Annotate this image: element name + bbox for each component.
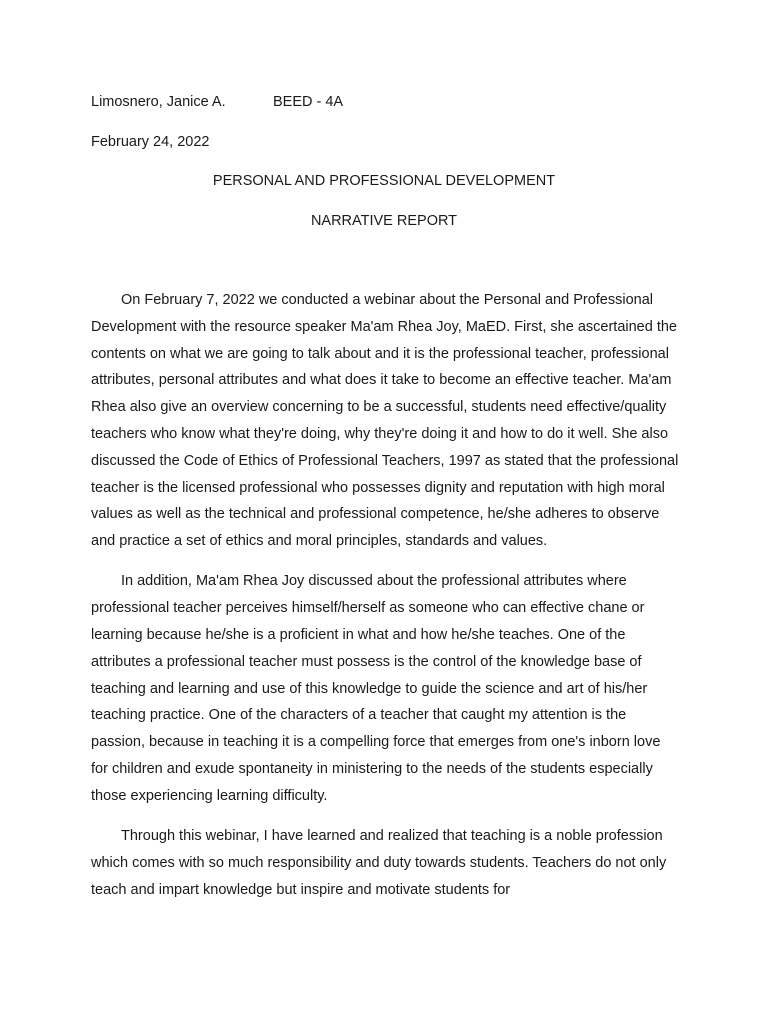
report-subtitle: NARRATIVE REPORT — [310, 213, 458, 229]
header-line — [91, 93, 344, 111]
report-body — [91, 287, 681, 917]
paragraph-3: Through this webinar, I have learned and realized that teaching is a noble profession which comes with so much responsibility and duty towards students. Teachers do not only teach and impart knowledge but inspire and motivate students for — [91, 828, 667, 898]
report-date: February 24, 2022 — [91, 134, 210, 150]
paragraph-1: On February 7, 2022 we conducted a webinar about the Personal and Professional Development with the resource speaker Ma'am Rhea Joy, MaED. First, she ascertained the contents on what we are going to talk about and it is the professional teacher, professional attributes, personal attributes and what does it take to become an effective teacher. Ma'am Rhea also give an overview concerning to be a successful, students need effective/quality teachers who know what they're doing, why they're doing it and how to do it well. She also discussed the Code of Ethics of Professional Teachers, 1997 as stated that the professional teacher is the licensed professional who possesses dignity and reputation with high moral values as well as the technical and professional competence, he/she adheres to observe and practice a set of ethics and moral principles, standards and values. — [91, 292, 679, 550]
author-name: Limosnero, Janice A. — [91, 94, 226, 110]
paragraph-2: In addition, Ma'am Rhea Joy discussed about the professional attributes where professional teacher perceives himself/herself as someone who can effective chane or learning because he/she is a proficient in what and how he/she teaches. One of the attributes a professional teacher must possess is the control of the knowledge base of teaching and learning and use of this knowledge to guide the science and art of his/her teaching practice. One of the characters of a teacher that caught my attention is the passion, because in teaching it is a compelling force that emerges from one's inborn love for children and exude spontaneity in ministering to the needs of the students especially those experiencing learning difficulty. — [91, 573, 661, 804]
report-title: PERSONAL AND PROFESSIONAL DEVELOPMENT — [212, 173, 556, 189]
course-section: BEED - 4A — [273, 94, 344, 110]
